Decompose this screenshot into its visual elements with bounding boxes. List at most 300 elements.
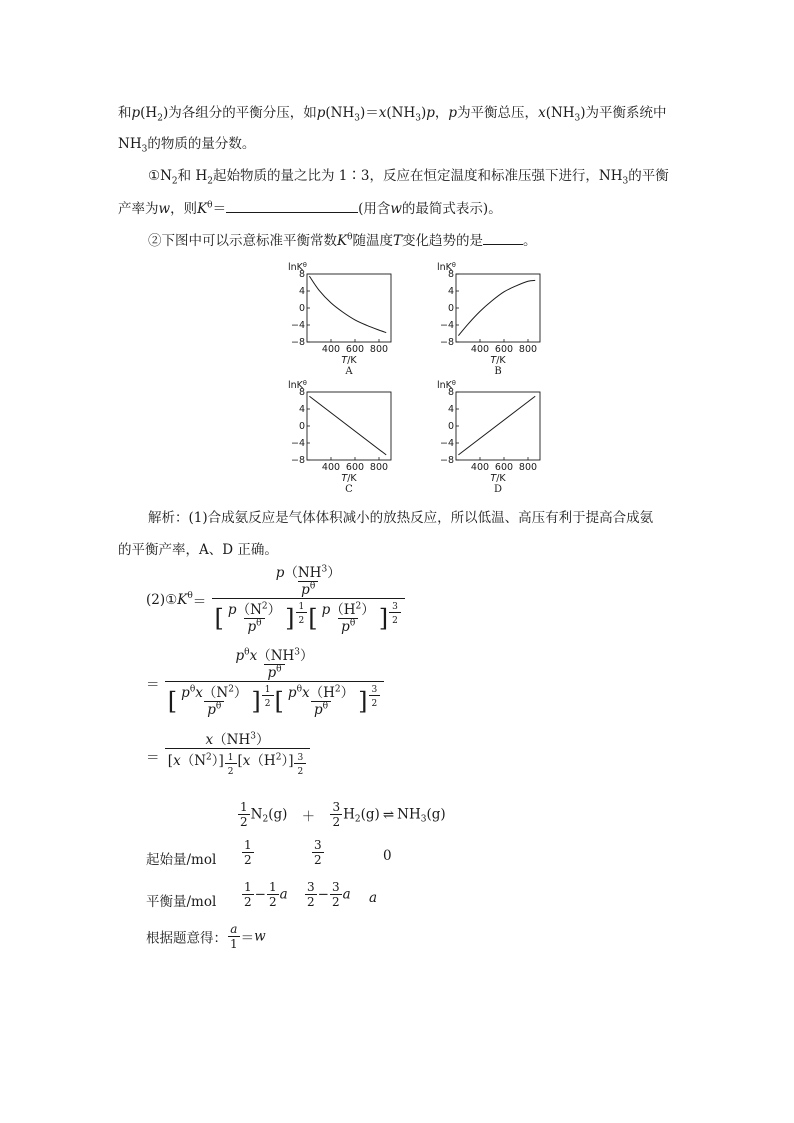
intro-text: (NH <box>386 105 416 121</box>
x-axis-label <box>341 473 357 484</box>
intro-text: (NH <box>325 105 355 121</box>
numerator <box>273 565 344 581</box>
x-tick-label: 400 <box>470 462 490 473</box>
subscript: 3 <box>574 113 581 124</box>
text: ） <box>300 648 314 664</box>
var-T: T <box>393 233 403 249</box>
initial-h2 <box>311 838 325 867</box>
numerator: 3 <box>314 838 322 852</box>
question-1-line-1 <box>148 167 669 185</box>
denominator <box>244 618 264 635</box>
var-x: x <box>301 685 310 701</box>
numerator <box>285 685 357 701</box>
bracket: ] <box>378 604 389 633</box>
initial-n2 <box>241 838 255 867</box>
var-x: x <box>538 105 546 121</box>
plot-frame <box>307 274 391 342</box>
numerator: 1 <box>264 685 271 695</box>
bracket: [ <box>167 753 174 769</box>
fraction <box>285 685 357 718</box>
fraction <box>242 880 254 909</box>
minus-sign: − <box>254 886 266 903</box>
var-p: p <box>227 602 237 618</box>
chart-c <box>285 378 405 496</box>
x-tick-label: 600 <box>345 462 365 473</box>
fraction <box>165 648 384 718</box>
intro-text: )为各组分的平衡分压，如 <box>162 105 317 121</box>
chart-a <box>285 260 405 378</box>
fraction <box>212 565 405 635</box>
chart-caption: B <box>494 366 502 377</box>
fraction <box>165 732 310 780</box>
numerator <box>225 602 284 618</box>
var-p: p <box>207 702 216 718</box>
y-axis-label-main: lnK <box>437 380 452 391</box>
question-text: 变化趋势的是 <box>402 233 484 249</box>
subscript: 2 <box>354 814 361 825</box>
plus-sign: ＋ <box>301 808 316 825</box>
x-tick-label: 800 <box>518 462 538 473</box>
equilibrium-h2 <box>304 880 351 909</box>
y-axis-label-sup: θ <box>451 379 456 387</box>
var-a: a <box>342 886 351 903</box>
y-axis-label-main: lnK <box>288 380 303 391</box>
question-text: 产率为 <box>118 201 159 217</box>
y-tick-label: −8 <box>290 337 305 348</box>
x-axis-label <box>490 473 506 484</box>
numerator: 1 <box>244 880 252 894</box>
state: (g) <box>360 806 380 823</box>
x-tick-label: 800 <box>369 462 389 473</box>
bracket: [ <box>237 753 243 769</box>
answer-blank-1[interactable] <box>226 198 358 213</box>
intro-text: )为平衡系统中 <box>580 105 667 121</box>
superscript: θ <box>207 200 213 211</box>
y-tick-label: −4 <box>439 438 454 449</box>
var-a: a <box>279 886 288 903</box>
chart-b <box>434 260 554 378</box>
y-tick-label: 4 <box>447 286 454 297</box>
intro-text: 和 <box>118 105 132 121</box>
subscript: 2 <box>171 176 178 187</box>
superscript: 2 <box>206 752 212 763</box>
numerator <box>203 732 273 748</box>
reaction-equation <box>237 800 446 829</box>
denominator: 2 <box>389 612 401 629</box>
denominator: 2 <box>244 853 252 867</box>
text: （N <box>180 753 207 769</box>
text: （NH <box>257 648 295 664</box>
coefficient-three-halves <box>330 800 342 829</box>
text: ） <box>340 685 355 701</box>
minus-sign: − <box>317 886 329 903</box>
text: （NH <box>213 732 251 748</box>
analysis-line-1 <box>148 509 653 527</box>
x-tick-label: 600 <box>494 344 514 355</box>
state: (g) <box>268 806 288 823</box>
numerator: 1 <box>244 838 252 852</box>
subscript: 3 <box>141 144 148 155</box>
fraction <box>228 922 240 951</box>
text: （NH <box>284 565 322 581</box>
y-tick-label: 4 <box>447 404 454 415</box>
x-axis-label-var: T <box>490 473 497 484</box>
x-axis-label-var: T <box>490 355 497 366</box>
intro-text: NH <box>118 136 142 152</box>
numerator: 3 <box>392 602 398 612</box>
fraction <box>178 685 250 718</box>
subscript: 3 <box>415 113 421 124</box>
fraction <box>267 880 279 909</box>
denominator <box>165 748 310 780</box>
subscript: 2 <box>207 176 213 187</box>
data-line <box>309 396 386 455</box>
text: ） <box>233 685 248 701</box>
fraction <box>225 602 284 635</box>
superscript: θ <box>347 232 353 243</box>
y-tick-label: 0 <box>298 421 305 432</box>
denominator: 2 <box>296 612 308 629</box>
y-tick-label: 0 <box>447 421 454 432</box>
superscript: θ <box>296 684 302 695</box>
y-tick-label: −8 <box>290 455 305 466</box>
superscript: 3 <box>294 647 301 658</box>
y-tick-label: 4 <box>298 286 305 297</box>
x-tick-label: 400 <box>470 344 490 355</box>
intro-text: (H <box>140 105 158 121</box>
superscript: 2 <box>275 752 282 763</box>
analysis-label: 解析： <box>148 510 189 526</box>
question-text: 的平衡 <box>628 168 669 184</box>
denominator: 2 <box>314 853 322 867</box>
numerator: 1 <box>268 880 277 894</box>
fraction <box>305 880 317 909</box>
y-axis-label-main: lnK <box>288 262 303 273</box>
y-tick-label: 8 <box>447 387 454 398</box>
question-2-line <box>148 230 537 250</box>
equation-3 <box>146 732 311 780</box>
superscript: 3 <box>250 731 256 742</box>
text: ） <box>211 753 219 769</box>
question-text: ②下图中可以示意标准平衡常数 <box>148 233 337 249</box>
text: （H <box>309 685 335 701</box>
text: （H <box>250 753 276 769</box>
denominator <box>165 681 384 718</box>
x-tick-label: 400 <box>321 344 341 355</box>
var-p: p <box>247 619 257 635</box>
var-K: K <box>337 233 348 249</box>
numerator: 3 <box>331 880 340 894</box>
chart-caption: C <box>345 484 353 495</box>
denominator <box>298 581 318 598</box>
denominator: 2 <box>369 695 381 712</box>
equilibrium-nh3: a <box>369 890 378 906</box>
y-axis-label-main: lnK <box>437 262 452 273</box>
bracket: ] <box>251 687 261 716</box>
bracket: [ <box>274 687 284 716</box>
numerator <box>178 685 250 701</box>
numerator: 3 <box>307 880 315 894</box>
var-w: w <box>390 201 402 217</box>
y-tick-label: −4 <box>439 320 454 331</box>
y-tick-label: 8 <box>298 387 305 398</box>
species-h2: H <box>343 806 355 823</box>
superscript: θ <box>322 701 329 712</box>
text: ） <box>281 753 289 769</box>
analysis-text: (1)合成氨反应是气体体积减小的放热反应，所以低温、高压有利于提高合成氨 <box>188 510 654 526</box>
fraction <box>233 648 317 681</box>
superscript: 2 <box>228 684 234 695</box>
subscript: 2 <box>157 113 163 124</box>
bracket: ] <box>218 753 224 769</box>
denominator <box>338 618 358 635</box>
text: （H <box>330 602 356 618</box>
var-x: x <box>195 685 203 701</box>
text: ） <box>255 732 270 748</box>
superscript: 2 <box>261 601 268 612</box>
data-line <box>458 280 535 335</box>
y-tick-label: 0 <box>298 303 305 314</box>
var-p: p <box>267 665 277 681</box>
chart-d <box>434 378 554 496</box>
data-line <box>309 276 386 333</box>
var-p: p <box>181 685 190 701</box>
species-n2: N <box>250 806 263 823</box>
exponent-three-halves <box>369 685 381 712</box>
y-tick-label: 4 <box>298 404 305 415</box>
numerator <box>229 648 321 681</box>
x-tick-label: 800 <box>369 344 389 355</box>
bracket: ] <box>288 753 294 769</box>
denominator: 2 <box>294 763 306 780</box>
text: ） <box>327 565 341 581</box>
var-w: w <box>158 201 171 217</box>
equation-1 <box>146 565 406 635</box>
superscript: θ <box>309 581 316 592</box>
var-p: p <box>131 105 141 121</box>
denominator: 2 <box>244 895 252 909</box>
superscript: 3 <box>321 564 328 575</box>
fraction <box>319 602 378 635</box>
chart-caption: D <box>493 484 503 495</box>
intro-line-1 <box>118 104 667 122</box>
denominator: 2 <box>331 895 340 909</box>
equals: ＝ <box>146 750 160 766</box>
denominator: 2 <box>332 815 341 829</box>
bracket: [ <box>308 604 318 633</box>
question-text: 起始物质的量之比为 1∶3，反应在恒定温度和标准压强下进行，NH <box>212 168 623 184</box>
equilibrium-arrow-icon: ⇌ <box>382 806 395 823</box>
var-K: K <box>177 592 188 608</box>
numerator: 1 <box>298 602 305 612</box>
denominator: 1 <box>230 937 238 951</box>
numerator: 3 <box>371 685 378 695</box>
superscript: θ <box>187 591 193 601</box>
x-axis-label-var: T <box>341 473 348 484</box>
numerator: a <box>230 922 238 936</box>
question-text: ＝ <box>212 201 227 217</box>
question-1-line-2 <box>118 198 502 218</box>
numerator <box>233 648 317 664</box>
y-tick-label: −4 <box>290 320 305 331</box>
numerator: 3 <box>332 800 341 814</box>
intro-text: )＝ <box>359 105 379 121</box>
var-p: p <box>313 702 323 718</box>
var-x: x <box>249 648 258 664</box>
y-axis-label-sup: θ <box>302 379 307 387</box>
superscript: θ <box>276 664 282 675</box>
bracket: [ <box>167 687 178 716</box>
subscript: 3 <box>420 814 427 825</box>
denominator <box>204 701 224 718</box>
text: ） <box>267 602 282 618</box>
initial-nh3: 0 <box>383 848 392 864</box>
denominator: 2 <box>268 895 277 909</box>
numerator <box>319 602 378 618</box>
superscript: θ <box>349 618 356 629</box>
numerator: 1 <box>227 753 234 763</box>
denominator: 2 <box>225 763 237 780</box>
row-label-equilibrium: 平衡量/mol <box>146 894 217 910</box>
var-K: K <box>197 201 208 217</box>
x-axis-label <box>490 355 506 366</box>
question-text: 随温度 <box>352 233 394 249</box>
denominator: 2 <box>240 815 248 829</box>
species-nh3: NH <box>397 806 421 823</box>
fraction <box>330 880 342 909</box>
intro-text: 的物质的量分数。 <box>147 136 256 152</box>
y-tick-label: −8 <box>439 455 454 466</box>
var-p: p <box>287 685 297 701</box>
exponent-half <box>225 753 237 780</box>
question-text: ①N <box>148 168 172 184</box>
intro-text: ， <box>434 105 449 121</box>
subscript: 3 <box>354 113 360 124</box>
x-tick-label: 600 <box>345 344 365 355</box>
var-p: p <box>316 105 326 121</box>
y-axis-label-sup: θ <box>302 261 307 269</box>
question-text: 和 H <box>177 168 208 184</box>
exponent-half <box>296 602 308 629</box>
numerator <box>269 565 348 598</box>
numerator: 1 <box>240 800 248 814</box>
conclusion <box>146 922 266 951</box>
var-x: x <box>378 105 387 121</box>
exponent-three-halves <box>294 753 306 780</box>
y-tick-label: −4 <box>290 438 305 449</box>
intro-line-2 <box>118 135 255 153</box>
x-tick-label: 800 <box>518 344 538 355</box>
x-tick-label: 600 <box>494 462 514 473</box>
denominator <box>311 701 331 718</box>
question-text: ，则 <box>170 201 198 217</box>
superscript: θ <box>244 647 250 658</box>
intro-text: ) <box>420 105 427 121</box>
equals: ＝ <box>146 677 160 693</box>
equals: ＝ <box>240 930 255 947</box>
superscript: θ <box>189 684 196 695</box>
var-x: x <box>242 753 251 769</box>
conclusion-label: 根据题意得： <box>146 930 227 947</box>
var-w: w <box>254 928 266 945</box>
question-text: 。 <box>523 233 537 249</box>
superscript: θ <box>256 618 262 629</box>
x-axis-label-var: T <box>341 355 348 366</box>
denominator: 2 <box>307 895 315 909</box>
y-tick-label: 8 <box>447 269 454 280</box>
var-p: p <box>235 648 245 664</box>
data-line <box>458 396 535 455</box>
x-axis-label-unit: /K <box>496 355 506 366</box>
y-tick-label: −8 <box>439 337 454 348</box>
x-axis-label-unit: /K <box>347 473 357 484</box>
equation-2 <box>146 648 385 718</box>
exponent-three-halves <box>389 602 401 629</box>
var-x: x <box>205 732 214 748</box>
var-p: p <box>448 105 458 121</box>
bracket: ] <box>285 604 295 633</box>
subscript: 2 <box>262 814 269 825</box>
subscript: 3 <box>622 176 629 187</box>
denominator <box>264 664 284 681</box>
fraction <box>242 838 254 867</box>
plot-frame <box>456 274 540 342</box>
var-p: p <box>301 582 310 598</box>
x-axis-label-unit: /K <box>496 473 506 484</box>
equilibrium-n2 <box>241 880 288 909</box>
text: （N <box>202 685 229 701</box>
chart-caption: A <box>345 366 353 377</box>
superscript: 2 <box>355 601 362 612</box>
equation-label: (2)① <box>146 592 178 608</box>
intro-text: 为平衡总压， <box>457 105 539 121</box>
denominator <box>212 598 405 635</box>
question-text: 的最简式表示)。 <box>401 201 502 217</box>
equals: ＝ <box>192 594 207 610</box>
text: ） <box>361 602 375 618</box>
superscript: θ <box>215 701 222 712</box>
denominator: 2 <box>262 695 274 712</box>
bracket: [ <box>214 604 224 633</box>
analysis-line-2 <box>118 541 278 559</box>
y-axis-label-sup: θ <box>451 261 456 269</box>
exponent-half <box>262 685 274 712</box>
coefficient-half <box>238 800 250 829</box>
text: （N <box>236 602 262 618</box>
row-label-initial: 起始量/mol <box>146 852 217 868</box>
state: (g) <box>426 806 446 823</box>
x-tick-label: 400 <box>321 462 341 473</box>
var-p: p <box>426 105 435 121</box>
superscript: 2 <box>334 684 341 695</box>
x-axis-label-unit: /K <box>347 355 357 366</box>
fraction <box>312 838 324 867</box>
y-tick-label: 8 <box>298 269 305 280</box>
intro-text: (NH <box>545 105 575 121</box>
x-axis-label <box>341 355 357 366</box>
var-p: p <box>341 619 350 635</box>
var-x: x <box>173 753 181 769</box>
var-p: p <box>275 565 285 581</box>
y-tick-label: 0 <box>447 303 454 314</box>
numerator: 3 <box>297 753 304 763</box>
var-p: p <box>321 602 331 618</box>
bracket: ] <box>358 687 368 716</box>
answer-blank-2[interactable] <box>483 230 523 245</box>
analysis-text: 的平衡产率，A、D 正确。 <box>118 542 278 558</box>
fraction <box>273 565 344 598</box>
question-text: (用含 <box>358 201 391 217</box>
